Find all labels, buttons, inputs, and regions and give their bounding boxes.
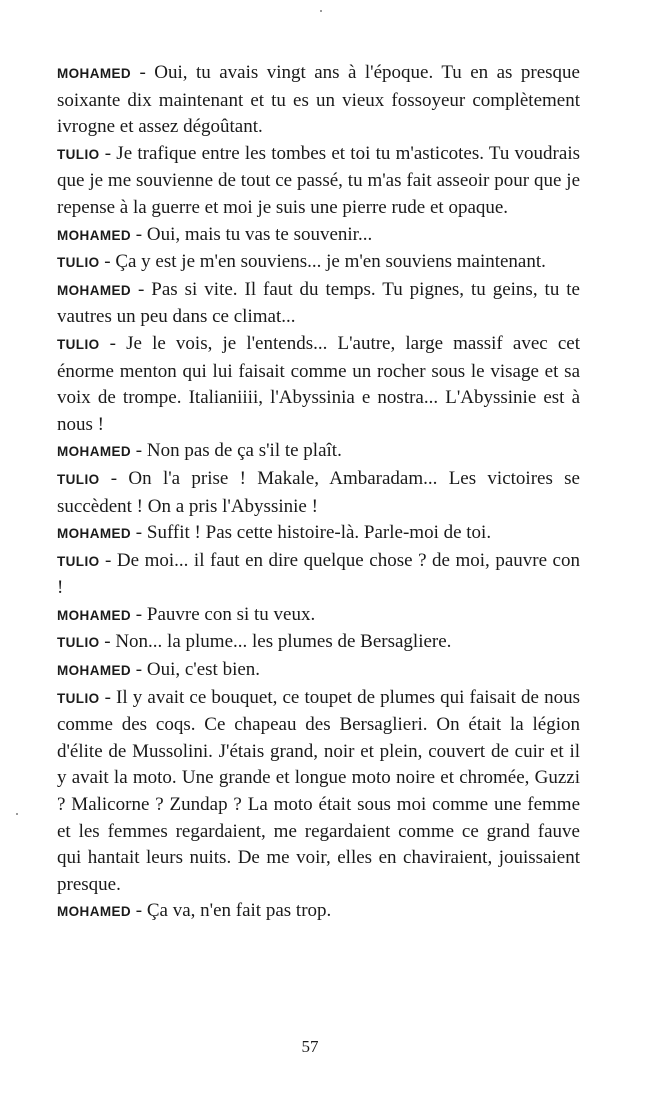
page-text: [57, 60, 580, 926]
dialogue-line: - Je le vois, je l'entends... L'autre, large massif avec cet énorme menton qui lui faisait comme un rocher sous le visage et sa voix de trompe. Italianiiii, l'Abyssinia e nostra... L'Abyssinie est à nous !: [57, 332, 580, 435]
dialogue-turn: [57, 466, 580, 520]
speaker-name: MOHAMED: [57, 227, 132, 243]
dialogue-line: - Non pas de ça s'il te plaît.: [131, 440, 342, 462]
dialogue-line: - Il y avait ce bouquet, ce toupet de plumes qui faisait de nous comme des coqs. Ce chapeau des Bersaglieri. On était la légion d'élite de Mussolini. J'étais grand, noir et plein, couvert de cuir et il y avait la moto. Une grande et longue moto noire et chromée, Guzzi ? Malicorne ? Zundap ? La moto était sous moi comme une femme et les femmes regardaient, me regardaient comme ce grand fauve qui hantait leurs nuits. De me voir, elles en chaviraient, jouissaient presque.: [57, 686, 580, 895]
speaker-name: MOHAMED: [57, 526, 132, 542]
scan-speck: [320, 10, 322, 12]
dialogue-line: - Suffit ! Pas cette histoire-là. Parle-moi de toi.: [131, 522, 492, 544]
speaker-name: TULIO: [57, 255, 100, 271]
dialogue-line: - Pauvre con si tu veux.: [131, 603, 316, 625]
dialogue-turn: [57, 629, 580, 657]
dialogue-turn: [57, 520, 580, 548]
dialogue-line: - De moi... il faut en dire quelque chose ? de moi, pauvre con !: [57, 549, 580, 599]
speaker-name: MOHAMED: [57, 904, 132, 920]
speaker-name: MOHAMED: [57, 282, 132, 298]
speaker-name: MOHAMED: [57, 663, 132, 679]
dialogue-line: - Oui, c'est bien.: [131, 659, 261, 681]
dialogue-line: - Non... la plume... les plumes de Bersagliere.: [99, 631, 452, 653]
scan-speck: [16, 813, 18, 815]
dialogue-turn: [57, 141, 580, 222]
dialogue-turn: [57, 657, 580, 685]
dialogue-turn: [57, 602, 580, 630]
speaker-name: TULIO: [57, 146, 100, 162]
dialogue-turn: [57, 331, 580, 438]
dialogue-turn: [57, 222, 580, 250]
dialogue-line: - Ça va, n'en fait pas trop.: [131, 900, 332, 922]
speaker-name: MOHAMED: [57, 607, 132, 623]
speaker-name: MOHAMED: [57, 444, 132, 460]
dialogue-turn: [57, 898, 580, 926]
dialogue-line: - Ça y est je m'en souviens... je m'en souviens maintenant.: [99, 251, 546, 273]
dialogue-turn: [57, 685, 580, 899]
speaker-name: MOHAMED: [57, 66, 132, 81]
dialogue-turn: [57, 60, 580, 141]
dialogue-line: - Pas si vite. Il faut du temps. Tu pignes, tu geins, tu te vautres un peu dans ce climat...: [57, 278, 580, 328]
speaker-name: TULIO: [57, 336, 100, 352]
dialogue-turn: [57, 438, 580, 466]
dialogue-line: - Oui, mais tu vas te souvenir...: [131, 223, 373, 245]
dialogue-turn: [57, 277, 580, 331]
dialogue-turn: [57, 548, 580, 602]
dialogue-line: - On l'a prise ! Makale, Ambaradam... Les victoires se succèdent ! On a pris l'Abyssinie !: [57, 467, 580, 517]
speaker-name: TULIO: [57, 690, 100, 706]
dialogue-turn: [57, 249, 580, 277]
page-number: 57: [301, 1037, 319, 1056]
speaker-name: TULIO: [57, 471, 100, 487]
speaker-name: TULIO: [57, 553, 100, 569]
dialogue-line: - Je trafique entre les tombes et toi tu m'asticotes. Tu voudrais que je me souvienne de tout ce passé, tu m'as fait asseoir pour que je repense à la guerre et moi je suis une pierre rude et opaque.: [57, 142, 580, 218]
dialogue-line: - Oui, tu avais vingt ans à l'époque. Tu en as presque soixante dix maintenant et tu es un vieux fossoyeur complètement ivrogne et assez dégoûtant.: [57, 62, 580, 138]
speaker-name: TULIO: [57, 635, 100, 651]
